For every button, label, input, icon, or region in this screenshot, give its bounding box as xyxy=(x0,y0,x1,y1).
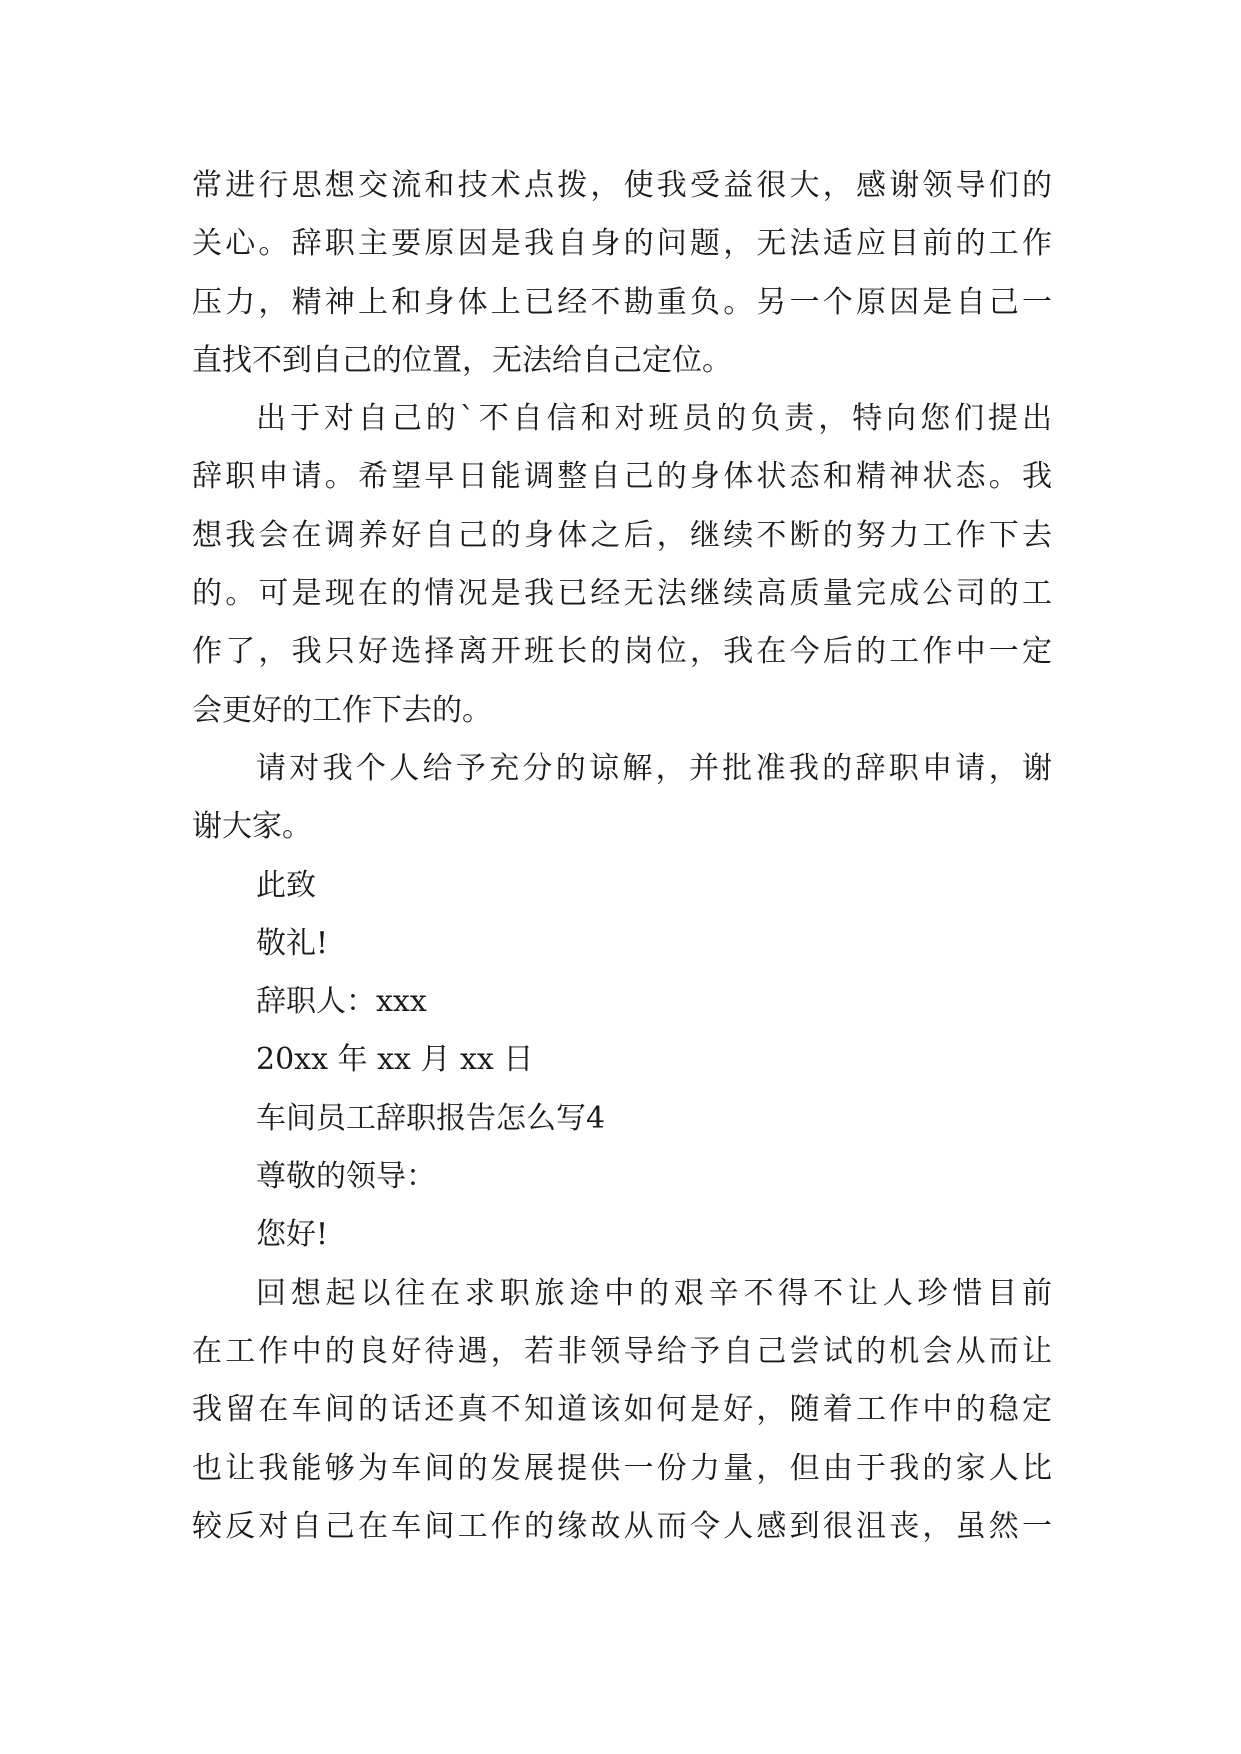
signature-line: 辞职人：xxx xyxy=(256,984,427,1020)
text-line: 较反对自己在车间工作的缘故从而令人感到很沮丧，虽然一 xyxy=(192,1508,1052,1544)
section-title: 车间员工辞职报告怎么写4 xyxy=(256,1100,606,1136)
text-line: 辞职申请。希望早日能调整自己的身体状态和精神状态。我 xyxy=(192,459,1052,495)
text-line: 谢大家。 xyxy=(192,809,312,845)
paragraph-reflection xyxy=(192,1265,1052,1556)
text-line: 请对我个人给予充分的谅解，并批准我的辞职申请，谢 xyxy=(256,750,1052,786)
paragraph-request xyxy=(192,740,1052,857)
text-line: 想我会在调养好自己的身体之后，继续不断的努力工作下去 xyxy=(192,517,1052,553)
paragraph-reason xyxy=(192,390,1052,740)
text-line: 我留在车间的话还真不知道该如何是好，随着工作中的稳定 xyxy=(192,1392,1052,1428)
text-line: 作了，我只好选择离开班长的岗位，我在今后的工作中一定 xyxy=(192,634,1052,670)
closing-text: 此致 xyxy=(256,867,316,903)
paragraph-gratitude xyxy=(192,157,1052,390)
text-line: 压力，精神上和身体上已经不勘重负。另一个原因是自己一 xyxy=(192,284,1052,320)
greeting-text: 您好! xyxy=(256,1217,329,1253)
text-line: 出于对自己的`不自信和对班员的负责，特向您们提出 xyxy=(256,401,1052,437)
text-line: 关心。辞职主要原因是我自身的问题，无法适应目前的工作 xyxy=(192,226,1052,262)
text-line: 也让我能够为车间的发展提供一份力量，但由于我的家人比 xyxy=(192,1450,1052,1486)
text-line: 在工作中的良好待遇，若非领导给予自己尝试的机会从而让 xyxy=(192,1333,1052,1369)
text-line: 的。可是现在的情况是我已经无法继续高质量完成公司的工 xyxy=(192,576,1052,612)
text-line: 回想起以往在求职旅途中的艰辛不得不让人珍惜目前 xyxy=(256,1275,1052,1311)
text-line: 会更好的工作下去的。 xyxy=(192,692,492,728)
date-line: 20xx 年 xx 月 xx 日 xyxy=(256,1042,534,1078)
greeting-recipient: 尊敬的领导： xyxy=(256,1159,436,1195)
salute-text: 敬礼! xyxy=(256,925,329,961)
text-line: 常进行思想交流和技术点拨，使我受益很大，感谢领导们的 xyxy=(192,168,1052,203)
text-line: 直找不到自己的位置，无法给自己定位。 xyxy=(192,342,732,378)
document-body xyxy=(192,157,1052,1556)
